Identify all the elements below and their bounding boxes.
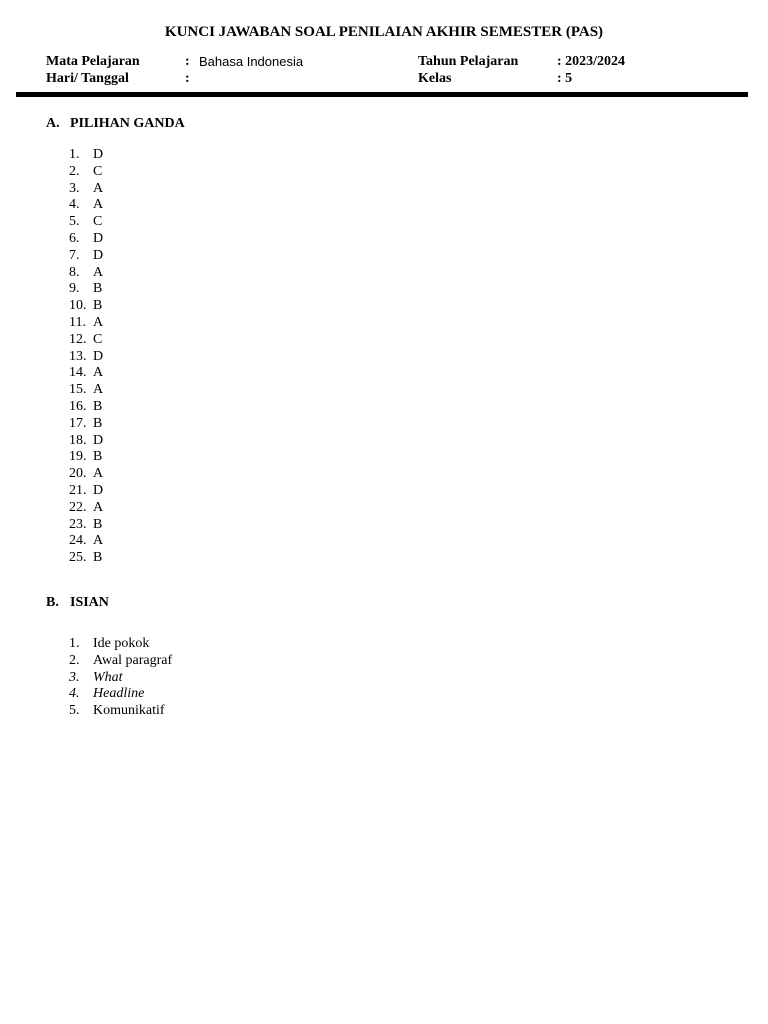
answer-text: C	[93, 163, 103, 179]
answer-text: D	[93, 432, 104, 448]
answer-number: 25.	[69, 550, 87, 566]
answer-text: A	[93, 499, 104, 515]
answer-text: B	[93, 281, 103, 297]
answer-text: A	[93, 365, 104, 381]
answer-text: C	[93, 214, 103, 230]
answer-item	[69, 147, 103, 164]
answer-number: 15.	[69, 382, 87, 398]
answer-item	[69, 449, 103, 466]
answer-number: 8.	[69, 264, 80, 280]
answer-item	[69, 533, 103, 550]
answer-item	[69, 416, 103, 433]
answer-text: D	[93, 482, 104, 498]
answer-text: D	[93, 348, 104, 364]
subject-value: Bahasa Indonesia	[199, 54, 304, 69]
answer-number: 1.	[69, 636, 80, 651]
subject-label: Mata Pelajaran	[46, 54, 140, 69]
answer-number: 24.	[69, 533, 87, 549]
answer-number: 2.	[69, 652, 80, 668]
answer-text: Komunikatif	[93, 703, 165, 719]
answer-item	[69, 214, 103, 231]
answer-item	[69, 197, 103, 214]
answer-item	[69, 517, 103, 534]
class-value: : 5	[557, 71, 573, 86]
answer-text: B	[93, 516, 103, 532]
answer-number: 13.	[69, 348, 87, 364]
answer-item	[69, 181, 103, 198]
fill-in-answer-list	[69, 636, 172, 720]
answer-number: 6.	[69, 230, 80, 246]
answer-text: A	[93, 314, 104, 330]
answer-number: 23.	[69, 516, 87, 532]
document-title: KUNCI JAWABAN SOAL PENILAIAN AKHIR SEMESTER (PAS)	[164, 24, 604, 40]
answer-item	[69, 483, 103, 500]
answer-number: 18.	[69, 432, 87, 448]
answer-text: Headline	[93, 686, 145, 702]
section-a-title: PILIHAN GANDA	[70, 116, 185, 131]
answer-number: 2.	[69, 163, 80, 179]
answer-number: 4.	[69, 197, 80, 213]
answer-number: 7.	[69, 247, 80, 263]
answer-number: 3.	[69, 669, 80, 685]
answer-item	[69, 550, 103, 567]
answer-item	[69, 281, 103, 298]
year-label: Tahun Pelajaran	[418, 54, 519, 69]
answer-text: A	[93, 382, 104, 398]
answer-number: 19.	[69, 449, 87, 465]
answer-text: B	[93, 415, 103, 431]
answer-text: B	[93, 449, 103, 465]
answer-item	[69, 670, 172, 687]
answer-number: 4.	[69, 686, 80, 702]
answer-number: 11.	[69, 314, 86, 330]
section-b-heading	[46, 594, 109, 611]
answer-item	[69, 315, 103, 332]
answer-text: D	[93, 247, 104, 263]
class-label: Kelas	[418, 71, 452, 86]
answer-item	[69, 365, 103, 382]
section-a-letter: A.	[46, 116, 60, 131]
answer-text: Ide pokok	[93, 636, 150, 651]
answer-item	[69, 349, 103, 366]
answer-text: B	[93, 550, 103, 566]
answer-item	[69, 332, 103, 349]
section-a-heading	[46, 115, 185, 132]
answer-text: D	[93, 147, 104, 162]
answer-item	[69, 433, 103, 450]
answer-text: D	[93, 230, 104, 246]
answer-text: A	[93, 264, 104, 280]
answer-item	[69, 466, 103, 483]
answer-number: 3.	[69, 180, 80, 196]
answer-item	[69, 298, 103, 315]
answer-item	[69, 703, 172, 720]
answer-number: 12.	[69, 331, 87, 347]
subject-separator: :	[185, 54, 190, 69]
answer-number: 5.	[69, 703, 80, 719]
date-label: Hari/ Tanggal	[46, 71, 129, 86]
answer-number: 16.	[69, 398, 87, 414]
section-b-title: ISIAN	[70, 595, 109, 610]
answer-item	[69, 382, 103, 399]
answer-item	[69, 686, 172, 703]
answer-item	[69, 248, 103, 265]
answer-item	[69, 653, 172, 670]
section-b-letter: B.	[46, 595, 59, 610]
answer-text: B	[93, 298, 103, 314]
answer-number: 1.	[69, 147, 80, 162]
answer-item	[69, 265, 103, 282]
multiple-choice-answer-list	[69, 147, 103, 567]
answer-item	[69, 399, 103, 416]
answer-number: 9.	[69, 281, 80, 297]
answer-text: B	[93, 398, 103, 414]
answer-text: A	[93, 466, 104, 482]
answer-text: Awal paragraf	[93, 652, 173, 668]
answer-text: A	[93, 533, 104, 549]
date-separator: :	[185, 71, 190, 86]
answer-number: 17.	[69, 415, 87, 431]
answer-text: A	[93, 180, 104, 196]
year-value: : 2023/2024	[557, 54, 626, 69]
answer-item	[69, 231, 103, 248]
answer-number: 5.	[69, 214, 80, 230]
answer-number: 10.	[69, 298, 87, 314]
answer-item	[69, 636, 172, 653]
answer-text: What	[93, 669, 123, 685]
answer-item	[69, 164, 103, 181]
answer-item	[69, 500, 103, 517]
answer-number: 22.	[69, 499, 87, 515]
answer-text: C	[93, 331, 103, 347]
answer-number: 21.	[69, 482, 87, 498]
header-divider	[16, 92, 748, 97]
answer-number: 20.	[69, 466, 87, 482]
answer-text: A	[93, 197, 104, 213]
answer-number: 14.	[69, 365, 87, 381]
